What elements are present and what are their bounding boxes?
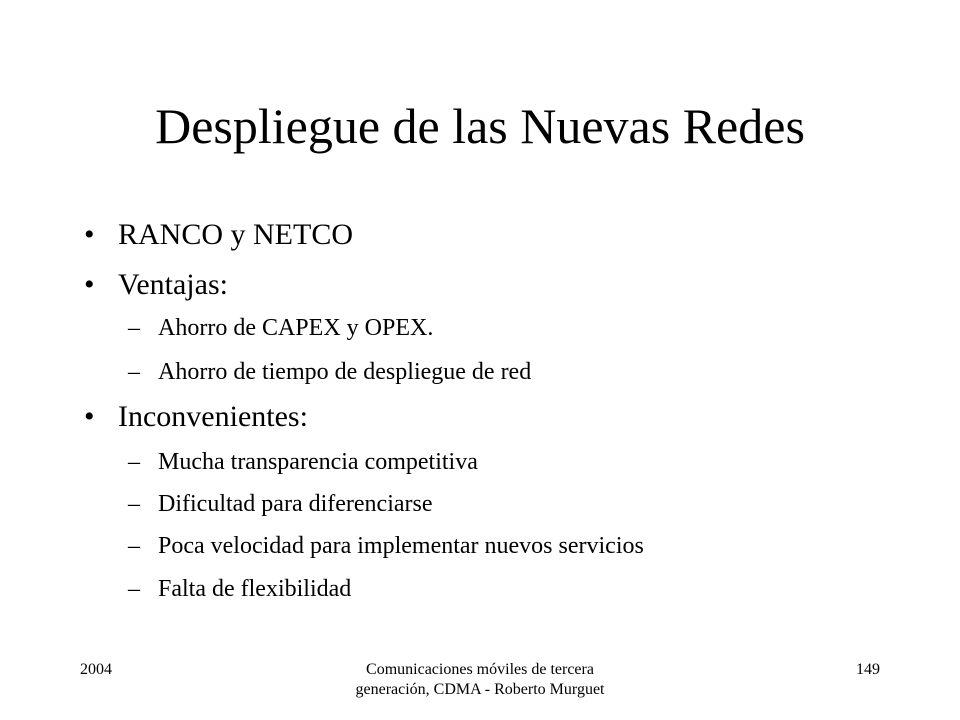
dash-marker: – [128,359,140,385]
footer-course-title: Comunicaciones móviles de tercera generación, CDMA - Roberto Murguet [355,661,605,698]
footer-page-number: 149 [856,661,880,678]
sub-item-ahorro-capex [128,314,433,342]
sub-item-text: Mucha transparencia competitiva [158,449,478,475]
sub-item-flexibilidad [128,575,351,603]
dash-marker: – [128,449,140,475]
bullet-marker: • [84,400,95,433]
bullet-marker: • [84,218,95,251]
bullet-item-ranco-netco [84,218,353,252]
bullet-marker: • [84,268,95,301]
bullet-text: Ventajas: [118,268,228,301]
sub-item-diferenciarse [128,490,433,518]
sub-item-velocidad [128,532,644,560]
sub-item-text: Poca velocidad para implementar nuevos servicios [158,533,644,559]
bullet-item-ventajas [84,268,228,302]
dash-marker: – [128,315,140,341]
footer-year: 2004 [80,661,112,678]
dash-marker: – [128,576,140,602]
sub-item-text: Falta de flexibilidad [158,576,352,602]
bullet-text: RANCO y NETCO [118,218,354,251]
sub-item-text: Dificultad para diferenciarse [158,491,433,517]
dash-marker: – [128,533,140,559]
sub-item-ahorro-tiempo [128,358,531,386]
dash-marker: – [128,491,140,517]
bullet-text: Inconvenientes: [118,400,308,433]
slide-title: Despliegue de las Nuevas Redes [155,98,805,154]
sub-item-transparencia [128,448,478,476]
sub-item-text: Ahorro de CAPEX y OPEX. [158,315,434,341]
sub-item-text: Ahorro de tiempo de despliegue de red [158,359,532,385]
bullet-item-inconvenientes [84,400,308,434]
